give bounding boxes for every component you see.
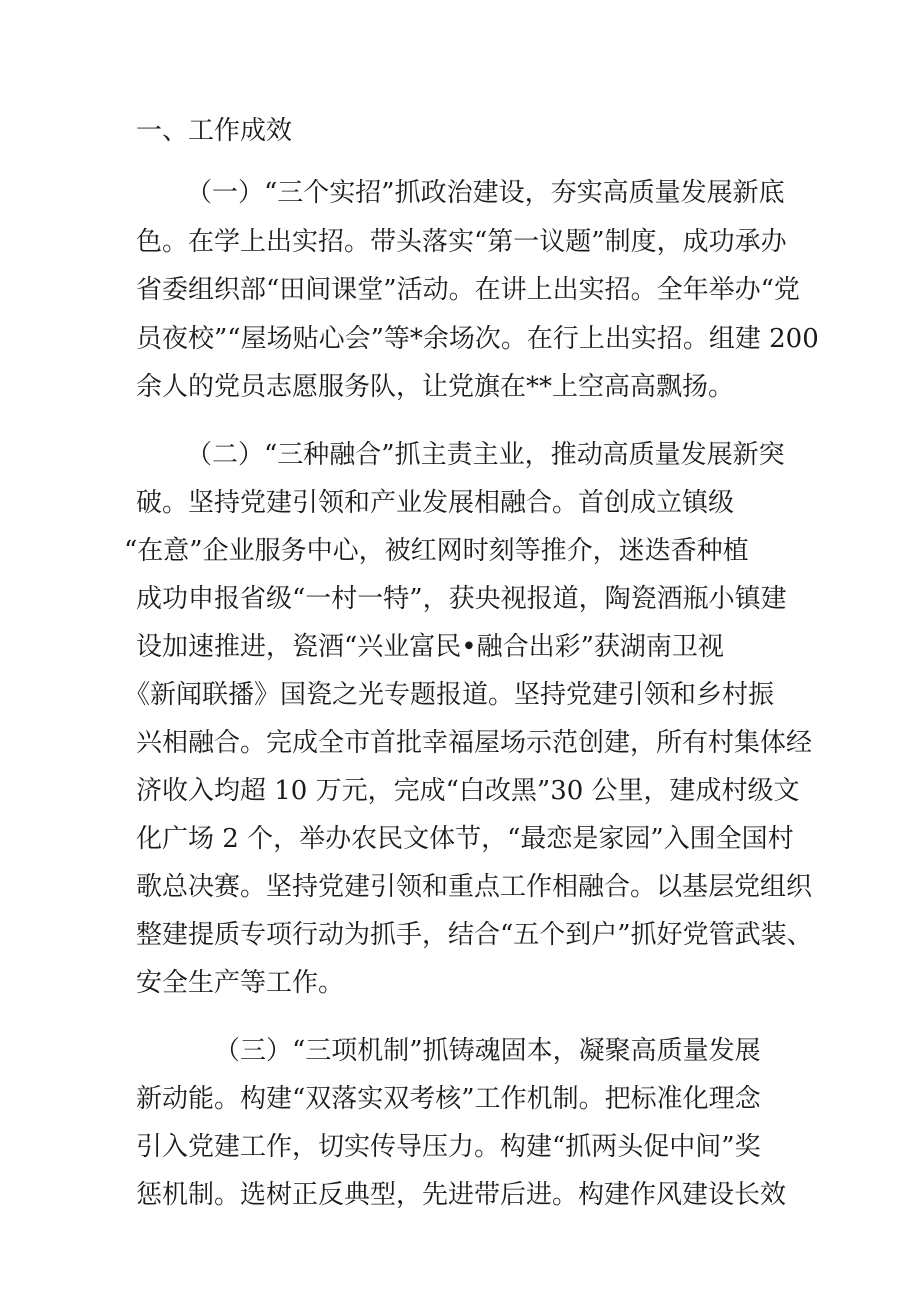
section3-line: 新动能。构建“双落实双考核”工作机制。把标准化理念 bbox=[136, 1084, 761, 1114]
section2-line: 整建提质专项行动为抓手，结合“五个到户”抓好党管武装、 bbox=[136, 920, 813, 950]
section1-line: 余人的党员志愿服务队，让党旗在**上空高高飘扬。 bbox=[136, 372, 735, 402]
section3-line: （三）“三项机制”抓铸魂固本，凝聚高质量发展 bbox=[214, 1036, 761, 1066]
section2-line: 《新闻联播》国瓷之光专题报道。坚持党建引领和乡村振 bbox=[124, 680, 775, 710]
section3-line: 惩机制。选树正反典型，先进带后进。构建作风建设长效 bbox=[136, 1180, 787, 1210]
section2-line: 化广场 2 个，举办农民文体节，“最恋是家园”入围全国村 bbox=[136, 824, 794, 854]
section1-line: 省委组织部“田间课堂”活动。在讲上出实招。全年举办“党 bbox=[136, 275, 800, 305]
section2-line: （二）“三种融合”抓主责主业，推动高质量发展新突 bbox=[186, 440, 785, 470]
section1-line: 员夜校”“屋场贴心会”等*余场次。在行上出实招。组建 200 bbox=[136, 324, 819, 354]
section2-line: 歌总决赛。坚持党建引领和重点工作相融合。以基层党组织 bbox=[136, 872, 813, 902]
section2-line: 安全生产等工作。 bbox=[136, 968, 345, 998]
section-heading: 一、工作成效 bbox=[136, 116, 293, 146]
section1-line: （一）“三个实招”抓政治建设，夯实高质量发展新底 bbox=[186, 178, 785, 208]
section3-line: 引入党建工作，切实传导压力。构建“抓两头促中间”奖 bbox=[136, 1132, 761, 1162]
section2-line: 兴相融合。完成全市首批幸福屋场示范创建，所有村集体经 bbox=[136, 728, 813, 758]
section2-line: 设加速推进，瓷酒“兴业富民•融合出彩”获湖南卫视 bbox=[136, 632, 724, 662]
section2-line: 成功申报省级“一村一特”，获央视报道，陶瓷酒瓶小镇建 bbox=[136, 584, 787, 614]
section1-line: 色。在学上出实招。带头落实“第一议题”制度，成功承办 bbox=[136, 227, 787, 257]
section2-line: “在意”企业服务中心，被红网时刻等推介，迷迭香种植 bbox=[124, 536, 749, 566]
section2-line: 济收入均超 10 万元，完成“白改黑”30 公里，建成村级文 bbox=[136, 776, 800, 806]
section2-line: 破。坚持党建引领和产业发展相融合。首创成立镇级 bbox=[136, 488, 735, 518]
